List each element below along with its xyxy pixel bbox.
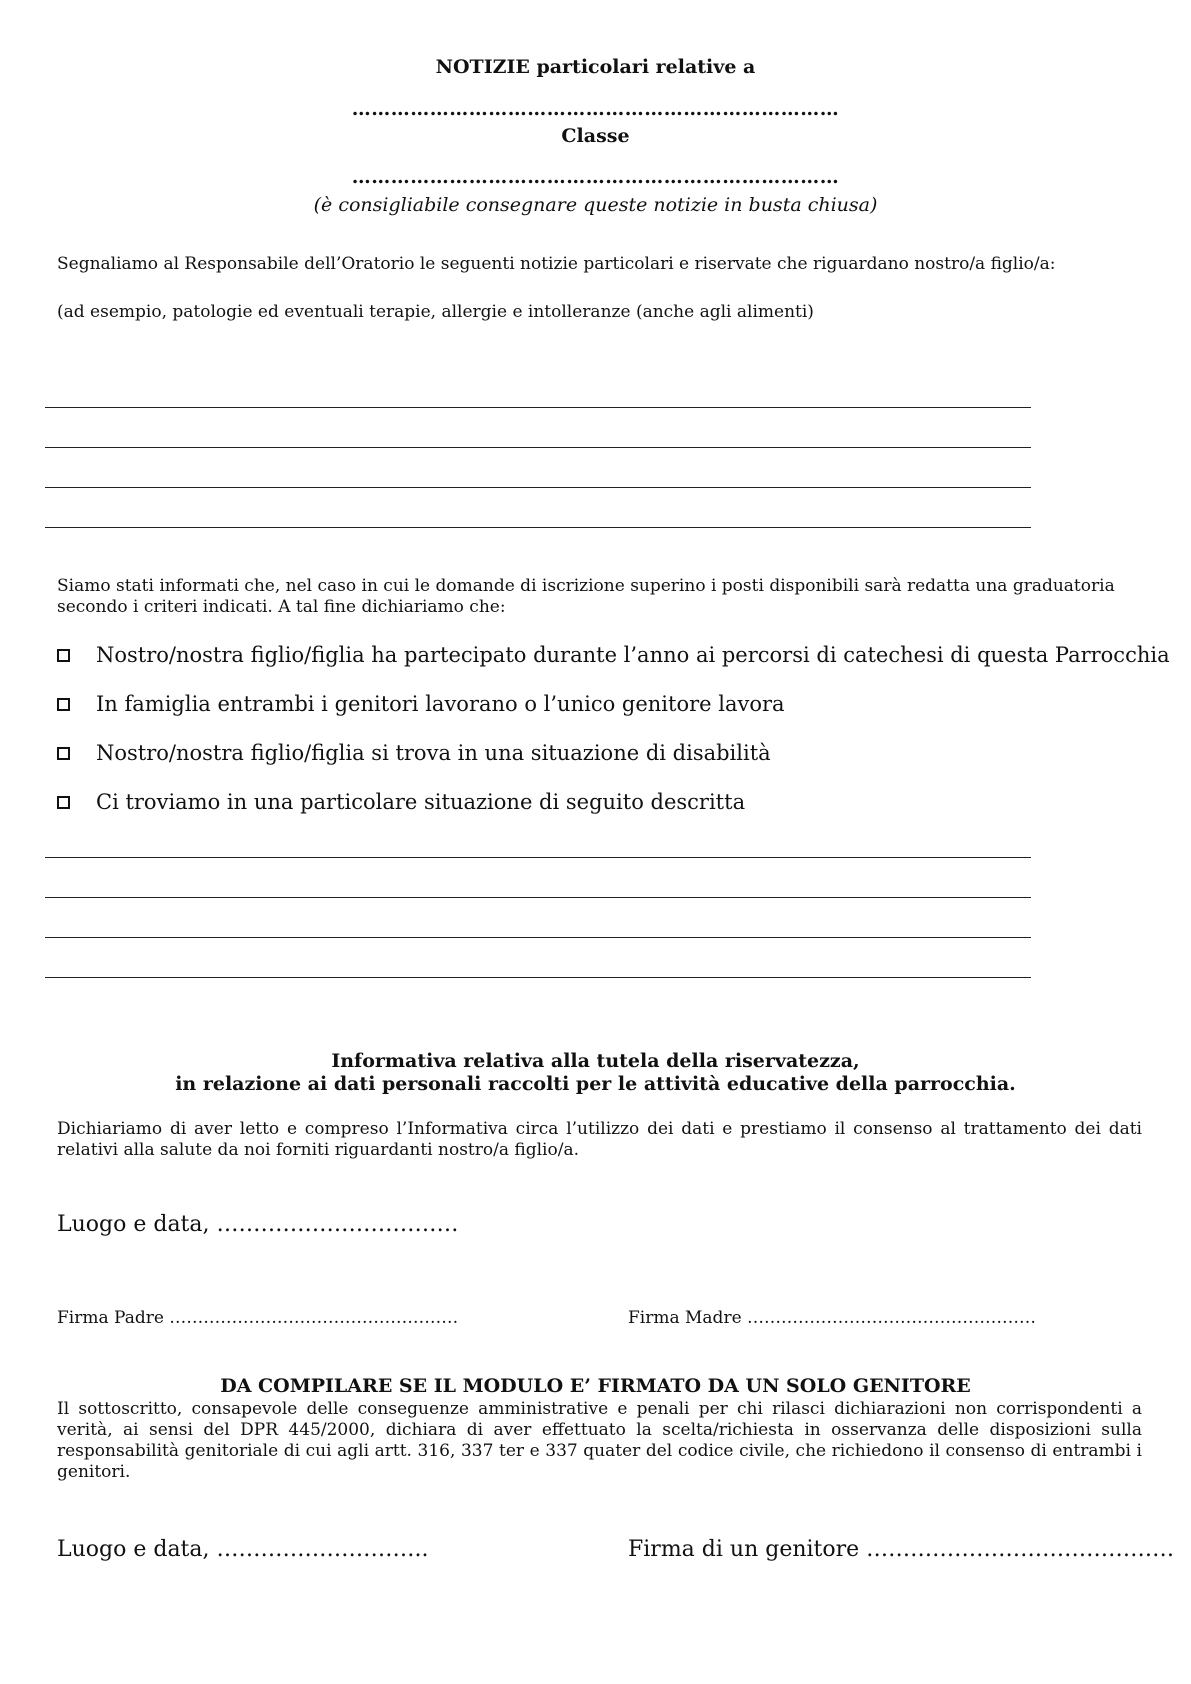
health-example: (ad esempio, patologie ed eventuali terapie, allergie e intolleranze (anche agli alimenti) bbox=[57, 302, 814, 322]
situation-notes-line[interactable] bbox=[45, 977, 1031, 978]
single-parent-signature-field[interactable]: Firma di un genitore …………………………………… bbox=[628, 1537, 1175, 1562]
option-label: Ci troviamo in una particolare situazione di seguito descritta bbox=[96, 790, 746, 814]
option-label: Nostro/nostra figlio/figlia si trova in una situazione di disabilità bbox=[96, 741, 771, 765]
place-date-field[interactable]: Luogo e data, …………………………… bbox=[57, 1212, 459, 1237]
situation-notes-line[interactable] bbox=[45, 897, 1031, 898]
class-label: Classe bbox=[561, 125, 630, 147]
form-title: NOTIZIE particolari relative a bbox=[435, 56, 756, 78]
mother-signature-field[interactable]: Firma Madre …………………………………………… bbox=[628, 1308, 1037, 1328]
ranking-option-disability[interactable] bbox=[57, 741, 1142, 765]
envelope-note: (è consigliabile consegnare queste notizie in busta chiusa) bbox=[313, 194, 878, 216]
class-field[interactable]: ………………………………………………………………… bbox=[351, 166, 840, 188]
checkbox[interactable] bbox=[57, 796, 70, 809]
checkbox[interactable] bbox=[57, 747, 70, 760]
option-label: Nostro/nostra figlio/figlia ha partecipato durante l’anno ai percorsi di catechesi di questa Parrocchia bbox=[96, 643, 1170, 667]
health-notes-line[interactable] bbox=[45, 407, 1031, 408]
checkbox[interactable] bbox=[57, 698, 70, 711]
ranking-option-particular-situation[interactable] bbox=[57, 790, 1142, 814]
situation-notes-line[interactable] bbox=[45, 857, 1031, 858]
ranking-intro: Siamo stati informati che, nel caso in cui le domande di iscrizione superino i posti disponibili sarà redatta una graduatoria secondo i criteri indicati. A tal fine dichiariamo che: bbox=[57, 576, 1115, 617]
health-notes-line[interactable] bbox=[45, 527, 1031, 528]
situation-notes-line[interactable] bbox=[45, 937, 1031, 938]
health-notes-line[interactable] bbox=[45, 487, 1031, 488]
father-signature-field[interactable]: Firma Padre …………………………………………… bbox=[57, 1308, 459, 1328]
ranking-option-catechesis[interactable] bbox=[57, 643, 1170, 667]
privacy-statement: Dichiariamo di aver letto e compreso l’Informativa circa l’utilizzo dei dati e prestiamo il consenso al trattamento dei dati relativi alla salute da noi forniti riguardanti nostro/a figlio/a. bbox=[57, 1119, 1142, 1160]
single-parent-heading: DA COMPILARE SE IL MODULO E’ FIRMATO DA UN SOLO GENITORE bbox=[220, 1375, 971, 1397]
student-name-field[interactable]: ………………………………………………………………… bbox=[351, 98, 840, 120]
single-parent-statement: Il sottoscritto, consapevole delle conseguenze amministrative e penali per chi rilasci dichiarazioni non corrispondenti a verità, ai sensi del DPR 445/2000, dichiara di aver effettuato la scelta/richiesta in osservanza delle disposizioni sulla responsabilità genitoriale di cui agli artt. 316, 337 ter e 337 quater del codice civile, che richiedono il consenso di entrambi i genitori. bbox=[57, 1399, 1142, 1482]
ranking-option-working-parents[interactable] bbox=[57, 692, 1142, 716]
checkbox[interactable] bbox=[57, 649, 70, 662]
health-intro: Segnaliamo al Responsabile dell’Oratorio le seguenti notizie particolari e riservate che riguardano nostro/a figlio/a: bbox=[57, 254, 1056, 274]
single-parent-place-date-field[interactable]: Luogo e data, ……………………….. bbox=[57, 1537, 429, 1562]
option-label: In famiglia entrambi i genitori lavorano o l’unico genitore lavora bbox=[96, 692, 785, 716]
privacy-heading-line1: Informativa relativa alla tutela della riservatezza, bbox=[331, 1050, 860, 1072]
privacy-heading-line2: in relazione ai dati personali raccolti per le attività educative della parrocchia. bbox=[175, 1073, 1016, 1095]
health-notes-line[interactable] bbox=[45, 447, 1031, 448]
